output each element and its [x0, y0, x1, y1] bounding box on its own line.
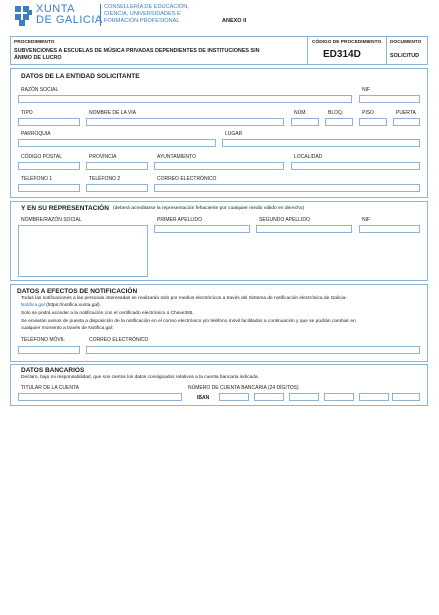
- bank-declaration: Declaro, bajo mi responsabilidad, que son ciertos los datos consignados relativos a la cuenta bancaria indicada.: [21, 375, 259, 380]
- titular-label: TITULAR DE LA CUENTA: [21, 385, 79, 391]
- annex-label: ANEXO II: [222, 18, 247, 24]
- puerta-field[interactable]: [393, 118, 420, 126]
- procedure-title-line2: ÁNIMO DE LUCRO: [14, 55, 62, 61]
- account-block-3[interactable]: [324, 393, 354, 401]
- notif-correo-field[interactable]: [86, 346, 420, 354]
- tel2-label: TELÉFONO 2: [89, 176, 121, 182]
- brand-name-line2: DE GALICIA: [36, 14, 103, 26]
- section-notification-title: DATOS A EFECTOS DE NOTIFICACIÓN: [17, 288, 138, 295]
- department-line1: CONSELLERÍA DE EDUCACIÓN,: [104, 4, 189, 10]
- lugar-label: LUGAR: [225, 131, 243, 137]
- notification-text-3b: cualquier momento a través de Notifica.gal:: [21, 326, 114, 331]
- via-field[interactable]: [86, 118, 284, 126]
- ayuntamiento-field[interactable]: [154, 162, 284, 170]
- localidad-label: LOCALIDAD: [294, 154, 323, 160]
- section-representative-title: Y EN SU REPRESENTACIÓN: [21, 205, 109, 212]
- notif-correo-label: CORREO ELECTRÓNICO: [89, 337, 149, 343]
- nif-field[interactable]: [359, 95, 420, 103]
- apellido2-field[interactable]: [256, 225, 352, 233]
- movil-label: TELÉFONO MÓVIL: [21, 337, 65, 343]
- tipo-label: TIPO: [21, 110, 33, 116]
- puerta-label: PUERTA: [396, 110, 416, 116]
- piso-field[interactable]: [359, 118, 387, 126]
- num-field[interactable]: [291, 118, 319, 126]
- cuenta-label: NÚMERO DE CUENTA BANCARIA (24 DÍGITOS): [188, 385, 299, 391]
- cp-field[interactable]: [18, 162, 80, 170]
- num-label: NÚM.: [294, 110, 307, 116]
- titular-field[interactable]: [18, 393, 182, 401]
- bloq-label: BLOQ.: [328, 110, 344, 116]
- rep-nif-field[interactable]: [359, 225, 420, 233]
- via-label: NOMBRE DE LA VÍA: [89, 110, 136, 116]
- procedure-label: PROCEDIMIENTO: [14, 40, 55, 45]
- nombre-label: NOMBRE/RAZÓN SOCIAL: [21, 217, 82, 223]
- procedure-code-label: CÓDIGO DE PROCEDIMIENTO: [312, 40, 382, 45]
- ayuntamiento-label: AYUNTAMIENTO: [157, 154, 196, 160]
- cp-label: CÓDIGO POSTAL: [21, 154, 63, 160]
- account-block-1[interactable]: [254, 393, 284, 401]
- galicia-emblem-icon: [14, 5, 34, 27]
- bloq-field[interactable]: [325, 118, 353, 126]
- department-line2: CIENCIA, UNIVERSIDADES E: [104, 11, 181, 17]
- account-block-2[interactable]: [289, 393, 319, 401]
- notifica-url: (https://notifica.xunta.gal).: [44, 303, 101, 308]
- apellido1-label: PRIMER APELLIDO: [157, 217, 203, 223]
- section-bank-title: DATOS BANCARIOS: [21, 367, 85, 374]
- correo-field[interactable]: [154, 184, 420, 192]
- procedure-code: ED314D: [323, 49, 361, 60]
- notification-text-2: Solo se podrá acceder a la notificación con el certificado electrónico o Chave365.: [21, 311, 194, 316]
- brand-divider: [100, 4, 101, 26]
- provincia-label: PROVINCIA: [89, 154, 117, 160]
- notification-text-3a: Se enviarán avisos de puesta a disposición de la notificación en el correo electrónico y/o teléfono móvil facilitados a continuación y que se podrán cambiar en: [21, 319, 356, 324]
- section-applicant-title: DATOS DE LA ENTIDAD SOLICITANTE: [21, 73, 140, 80]
- notifica-link[interactable]: Notifica.gal: [21, 303, 45, 308]
- razon-social-field[interactable]: [18, 95, 352, 103]
- tel2-field[interactable]: [86, 184, 148, 192]
- localidad-field[interactable]: [291, 162, 420, 170]
- brand-name-line1: XUNTA: [36, 3, 75, 15]
- piso-label: PISO: [362, 110, 374, 116]
- provincia-field[interactable]: [86, 162, 148, 170]
- tel1-label: TELÉFONO 1: [21, 176, 53, 182]
- notification-text-1: Todas las notificaciones a las personas interesadas se realizarán solo por medios electrónicos a través del Sistema de notificación electrónica de Galicia-: [21, 296, 347, 301]
- document-value: SOLICITUD: [390, 53, 420, 59]
- nombre-field[interactable]: [18, 225, 148, 277]
- parroquia-field[interactable]: [18, 139, 216, 147]
- iban-field[interactable]: [219, 393, 249, 401]
- razon-social-label: RAZÓN SOCIAL: [21, 87, 59, 93]
- iban-label: IBAN: [197, 395, 210, 401]
- section-representative-note: (deberá acreditarse la representación fehaciente por cualquier medio válido en derecho): [113, 206, 305, 211]
- document-label: DOCUMENTO: [390, 40, 422, 45]
- nif-label: NIF: [362, 87, 371, 93]
- procedure-title-line1: SUBVENCIONES A ESCUELAS DE MÚSICA PRIVADAS DEPENDIENTES DE INSTITUCIONES SIN: [14, 48, 260, 54]
- lugar-field[interactable]: [222, 139, 420, 147]
- tel1-field[interactable]: [18, 184, 80, 192]
- parroquia-label: PARROQUIA: [21, 131, 51, 137]
- rep-nif-label: NIF: [362, 217, 371, 223]
- notification-text-1b: [21, 303, 101, 309]
- account-block-5[interactable]: [392, 393, 420, 401]
- account-block-4[interactable]: [359, 393, 389, 401]
- movil-field[interactable]: [18, 346, 80, 354]
- department-line3: FORMACIÓN PROFESIONAL: [104, 18, 180, 24]
- correo-label: CORREO ELECTRÓNICO: [157, 176, 217, 182]
- apellido2-label: SEGUNDO APELLIDO: [259, 217, 310, 223]
- tipo-field[interactable]: [18, 118, 80, 126]
- apellido1-field[interactable]: [154, 225, 250, 233]
- xunta-logo: [14, 5, 34, 27]
